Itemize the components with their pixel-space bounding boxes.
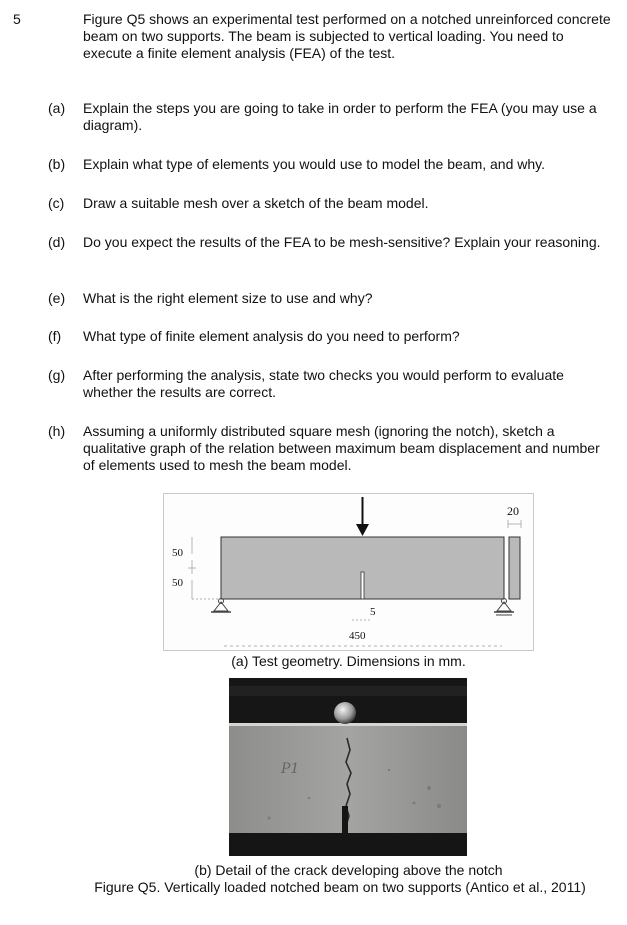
part-label: (c) [48, 195, 65, 211]
part-text: After performing the analysis, state two checks you would perform to evaluate whether the results are correct. [83, 367, 564, 400]
right-roller-support-icon [494, 599, 514, 616]
part-label: (b) [48, 156, 66, 172]
left-pin-support-icon [211, 599, 231, 613]
dim-notch: 5 [370, 606, 376, 618]
part-text: What type of finite element analysis do you need to perform? [83, 328, 460, 344]
notch-dark [342, 806, 348, 834]
figure-a-caption: (a) Test geometry. Dimensions in mm. [231, 653, 466, 669]
part-label: (d) [48, 234, 66, 250]
figure-b-photo [229, 678, 467, 856]
handwritten-mark: P1 [281, 761, 300, 777]
part-label: (a) [48, 100, 66, 116]
part-label: (g) [48, 367, 66, 383]
dim-span: 450 [349, 630, 366, 642]
figure-b-caption: (b) Detail of the crack developing above the notch [194, 862, 503, 878]
load-arrow-icon [356, 497, 369, 536]
figure-a-geometry [163, 493, 534, 651]
part-label: (h) [48, 423, 66, 439]
loading-ball-icon [334, 702, 356, 724]
part-text: Explain what type of elements you would use to model the beam, and why. [83, 156, 546, 172]
part-text: Assuming a uniformly distributed square mesh (ignoring the notch), sketch a qualitative graph of the relation between maximum beam displacement and number of elements used to mesh the beam model. [83, 423, 600, 473]
beam-notch [361, 572, 364, 599]
dim-width-side: 20 [507, 504, 519, 518]
part-text: Explain the steps you are going to take in order to perform the FEA (you may use a diagram). [83, 100, 597, 133]
part-label: (f) [48, 328, 62, 344]
part-label: (e) [48, 290, 66, 306]
part-text: What is the right element size to use and why? [83, 290, 373, 306]
figure-caption: Figure Q5. Vertically loaded notched beam on two supports (Antico et al., 2011) [94, 879, 586, 895]
question-intro: Figure Q5 shows an experimental test performed on a notched unreinforced concrete beam on two supports. The beam is subjected to vertical loading. You need to execute a finite element analysis (FEA) of the test. [83, 11, 611, 61]
part-text: Draw a suitable mesh over a sketch of the beam model. [83, 195, 429, 211]
part-text: Do you expect the results of the FEA to be mesh-sensitive? Explain your reasoning. [83, 234, 601, 250]
dim-height-bottom: 50 [172, 577, 183, 589]
beam-cross-section [509, 537, 520, 599]
question-number: 5 [13, 11, 21, 27]
dim-height-top: 50 [172, 547, 183, 559]
